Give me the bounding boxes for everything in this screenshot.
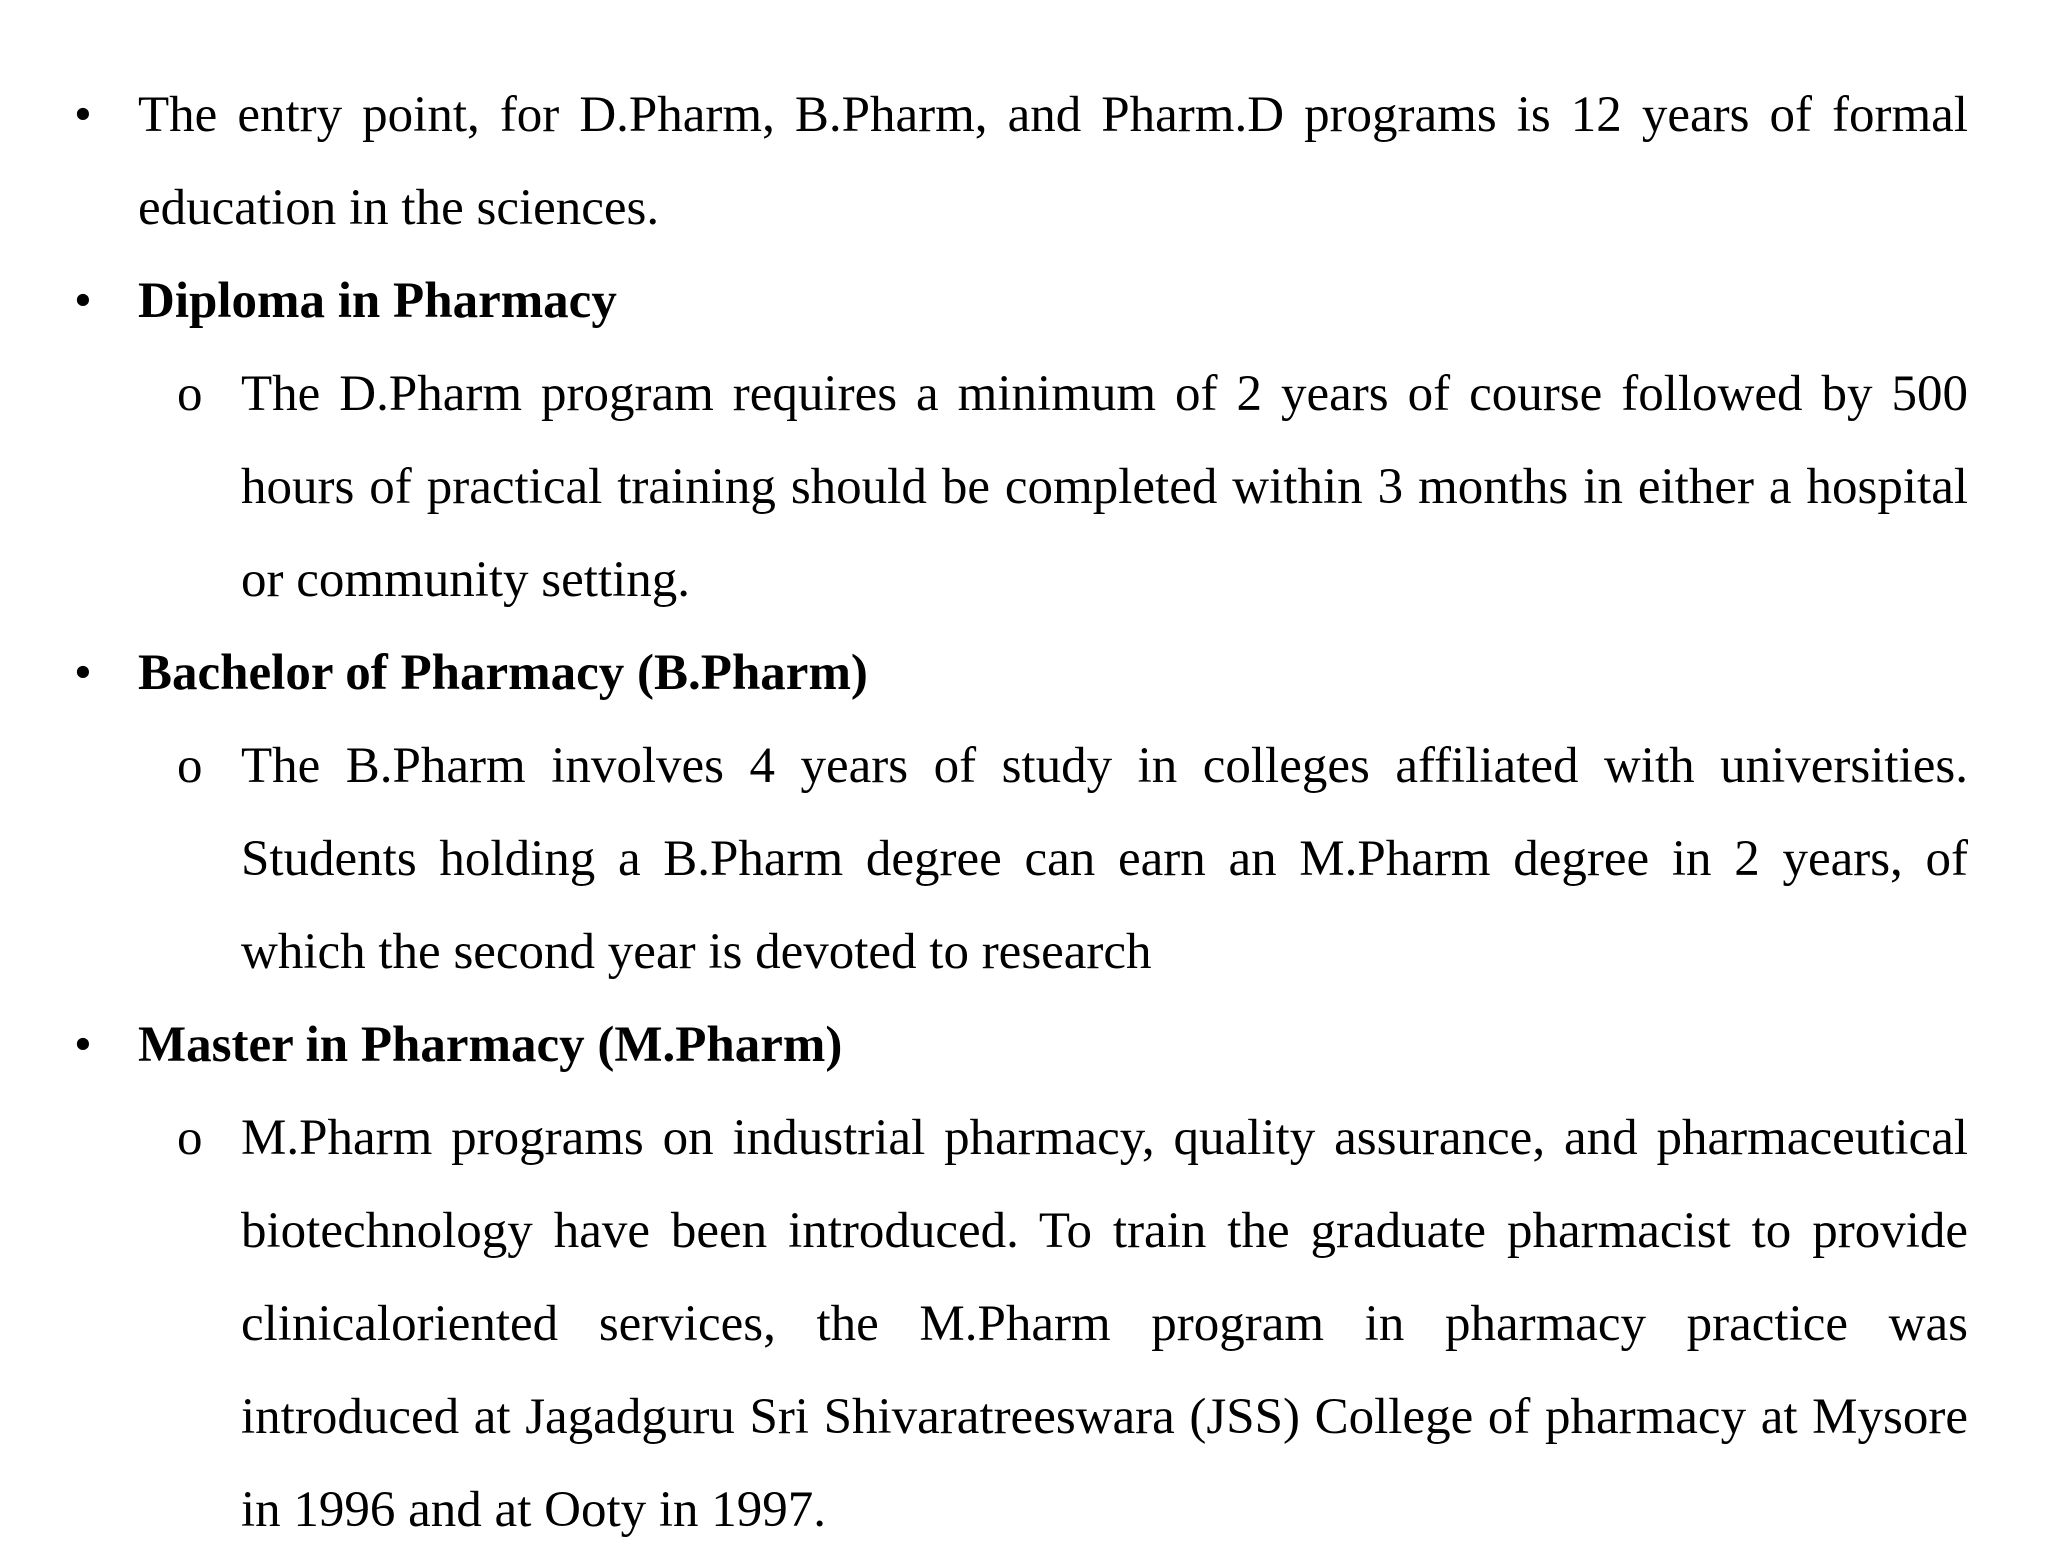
sub-bullet-marker: o — [177, 366, 203, 422]
bullet-entry-point — [0, 69, 2048, 255]
sub-item-master — [0, 1092, 2048, 1557]
sub-item-bachelor — [0, 720, 2048, 999]
section-heading: Diploma in Pharmacy — [138, 273, 617, 329]
bullet-diploma-heading — [0, 255, 2048, 348]
bullet-marker: • — [74, 645, 92, 701]
bullet-marker: • — [74, 87, 92, 143]
bullet-master-heading — [0, 999, 2048, 1092]
bullet-marker: • — [74, 273, 92, 329]
section-heading: Master in Pharmacy (M.Pharm) — [138, 1017, 843, 1073]
section-heading: Bachelor of Pharmacy (B.Pharm) — [138, 645, 868, 701]
sub-bullet-marker: o — [177, 738, 203, 794]
bullet-bachelor-heading — [0, 627, 2048, 720]
sub-bullet-marker: o — [177, 1110, 203, 1166]
sub-item-text: The D.Pharm program requires a minimum of 2 years of course followed by 500 hours of practical training should be completed within 3 months in either a hospital or community setting. — [241, 366, 1968, 608]
sub-item-text: M.Pharm programs on industrial pharmacy, quality assurance, and pharmaceutical biotechnology have been introduced. To train the graduate pharmacist to provide clinicaloriented services, the M.Pharm program in pharmacy practice was introduced at Jagadguru Sri Shivaratreeswara (JSS) College of pharmacy at Mysore in 1996 and at Ooty in 1997. — [241, 1110, 1968, 1538]
document-page — [0, 69, 2048, 1557]
sub-item-diploma — [0, 348, 2048, 627]
bullet-text: The entry point, for D.Pharm, B.Pharm, and Pharm.D programs is 12 years of formal education in the sciences. — [138, 87, 1968, 236]
bullet-marker: • — [74, 1017, 92, 1073]
sub-item-text: The B.Pharm involves 4 years of study in colleges affiliated with universities. Students holding a B.Pharm degree can earn an M.Pharm degree in 2 years, of which the second year is devoted to research — [241, 738, 1968, 980]
